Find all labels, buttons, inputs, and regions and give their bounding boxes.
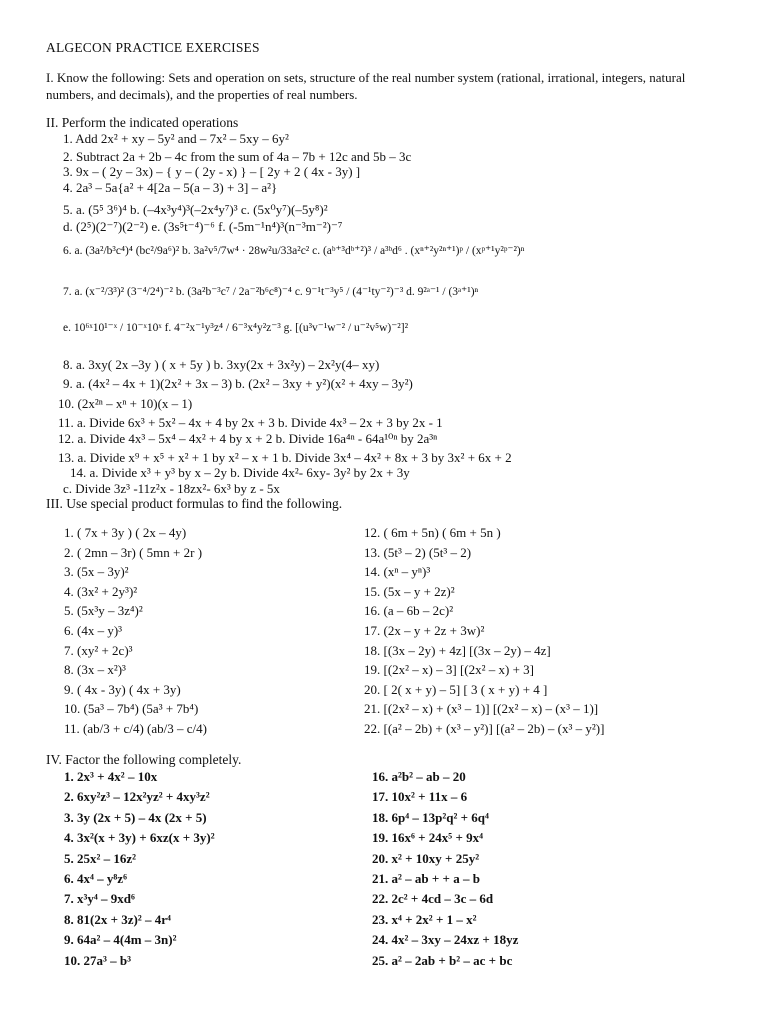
exercise-line: 7. a. (x⁻²/3³)² (3⁻⁴/2⁴)⁻² b. (3a²b⁻³c⁷ / 2a⁻²b⁶c⁸)⁻⁴ c. 9⁻¹t⁻³y⁵ / (4⁻¹ty⁻²)⁻³ d. 9²ᵃ⁻¹ / (3ᵃ⁺¹)ⁿ [63,286,479,298]
product-exercise: 13. (5t³ – 2) (5t³ – 2) [364,544,472,560]
factor-exercise: 6. 4x⁴ – y⁸z⁶ [64,871,127,886]
factor-exercise: 16. a²b² – ab – 20 [372,769,466,784]
product-exercise: 9. ( 4x - 3y) ( 4x + 3y) [64,681,181,697]
product-exercise: 19. [(2x² – x) – 3] [(2x² – x) + 3] [364,662,535,678]
factor-exercise: 24. 4x² – 3xy – 24xz + 18yz [372,932,519,948]
page-title: ALGECON PRACTICE EXERCISES [46,40,260,55]
product-exercise: 15. (5x – y + 2z)² [364,583,455,599]
product-exercise: 10. (5a³ – 7b⁴) (5a³ + 7b⁴) [64,701,199,717]
factor-exercise: 1. 2x³ + 4x² – 10x [64,769,158,784]
factor-exercise: 21. a² – ab + + a – b [372,871,480,886]
product-exercise: 5. (5x³y – 3z⁴)² [64,603,143,619]
section-4-heading: IV. Factor the following completely. [46,752,242,767]
exercise-line: 8. a. 3xy( 2x –3y ) ( x + 5y ) b. 3xy(2x + 3x²y) – 2x²y(4– xy) [63,357,380,372]
exercise-line: 3. 9x – ( 2y – 3x) – { y – ( 2y - x) } – [ 2y + 2 ( 4x - 3y) ] [63,164,361,179]
product-exercise: 17. (2x – y + 2z + 3w)² [364,623,485,638]
factor-exercise: 3. 3y (2x + 5) – 4x (2x + 5) [64,809,207,825]
product-exercise: 14. (xⁿ – yⁿ)³ [364,564,431,580]
factor-exercise: 18. 6p⁴ – 13p²q² + 6q⁴ [372,809,489,825]
product-exercise: 8. (3x – x²)³ [64,662,126,678]
exercise-line: 1. Add 2x² + xy – 5y² and – 7x² – 5xy – 6y² [63,131,289,146]
product-exercise: 22. [(a² – 2b) + (x³ – y²)] [(a² – 2b) – (x³ – y²)] [364,721,605,736]
factor-exercise: 22. 2c² + 4cd – 3c – 6d [372,891,494,907]
product-exercise: 12. ( 6m + 5n) ( 6m + 5n ) [364,525,501,540]
product-exercise: 21. [(2x² – x) + (x³ – 1)] [(2x² – x) – (x³ – 1)] [364,701,599,717]
factor-exercise: 2. 6xy²z³ – 12x²yz² + 4xy³z² [64,789,210,805]
exercise-line: 5. a. (5⁵ 3⁶)⁴ b. (–4x³y⁴)³(–2x⁴y⁷)³ c. (5x⁰y⁷)(–5y⁸)² [63,202,328,217]
factor-exercise: 20. x² + 10xy + 25y² [372,850,480,866]
exercise-line: d. (2⁵)(2⁻⁷)(2⁻²) e. (3s⁵t⁻⁴)⁻⁶ f. (-5m⁻¹n⁴)³(n⁻³m⁻²)⁻⁷ [63,219,343,234]
factor-exercise: 10. 27a³ – b³ [64,952,132,968]
factor-exercise: 5. 25x² – 16z² [64,850,137,866]
exercise-line: 11. a. Divide 6x³ + 5x² – 4x + 4 by 2x + 3 b. Divide 4x³ – 2x + 3 by 2x - 1 [58,415,443,430]
exercise-line: 14. a. Divide x³ + y³ by x – 2y b. Divide 4x²- 6xy- 3y² by 2x + 3y [70,465,410,480]
exercise-line: 4. 2a³ – 5a{a² + 4[2a – 5(a – 3) + 3] – a²} [63,180,278,195]
factor-exercise: 17. 10x² + 11x – 6 [372,789,468,805]
exercise-line: 12. a. Divide 4x³ – 5x⁴ – 4x² + 4 by x + 2 b. Divide 16a⁴ⁿ - 64a¹⁰ⁿ by 2a³ⁿ [58,431,438,446]
section-2-heading: II. Perform the indicated operations [46,115,239,130]
factor-exercise: 7. x³y⁴ – 9xd⁶ [64,891,135,907]
factor-exercise: 9. 64a² – 4(4m – 3n)² [64,932,177,948]
factor-exercise: 4. 3x²(x + 3y) + 6xz(x + 3y)² [64,830,215,846]
factor-exercise: 19. 16x⁶ + 24x⁵ + 9x⁴ [372,830,484,846]
product-exercise: 1. ( 7x + 3y ) ( 2x – 4y) [64,525,187,540]
exercise-line: 2. Subtract 2a + 2b – 4c from the sum of 4a – 7b + 12c and 5b – 3c [63,149,412,164]
factor-exercise: 23. x⁴ + 2x² + 1 – x² [372,911,477,927]
product-exercise: 6. (4x – y)³ [64,623,123,638]
factor-exercise: 25. a² – 2ab + b² – ac + bc [372,952,513,968]
exercise-line: c. Divide 3z³ -11z²x - 18zx²- 6x³ by z - 5x [63,481,280,496]
product-exercise: 2. ( 2mn – 3r) ( 5mn + 2r ) [64,544,203,560]
product-exercise: 7. (xy² + 2c)³ [64,642,133,658]
section-3-heading: III. Use special product formulas to find the following. [46,496,343,511]
exercise-line: 6. a. (3a²/b³c⁴)⁴ (bc²/9a⁶)² b. 3a²v⁵/7w⁴ · 28w²u/33a²c² c. (aᵇ⁺³dᵇ⁺²)³ / a³ᵇd⁶ . (xⁿ⁺²y²ⁿ⁺¹)ᵖ / (xᵖ⁺¹y²ᵖ⁻²)ⁿ [63,245,525,257]
product-exercise: 4. (3x² + 2y³)² [64,583,138,599]
exercise-line: 10. (2x²ⁿ – xⁿ + 10)(x – 1) [58,396,193,411]
product-exercise: 20. [ 2( x + y) – 5] [ 3 ( x + y) + 4 ] [364,681,548,697]
exercise-line: 13. a. Divide x⁹ + x⁵ + x² + 1 by x² – x + 1 b. Divide 3x⁴ – 4x² + 8x + 3 by 3x² + 6x + 2 [58,450,512,465]
product-exercise: 18. [(3x – 2y) + 4z] [(3x – 2y) – 4z] [364,642,551,658]
section-1-text: I. Know the following: Sets and operation on sets, structure of the real number system (rational, irrational, integers, natural numbers, and decimals), and the properties of real numbers. [46,70,686,102]
factor-exercise: 8. 81(2x + 3z)² – 4r⁴ [64,911,171,927]
product-exercise: 16. (a – 6b – 2c)² [364,603,454,619]
exercise-line: 9. a. (4x² – 4x + 1)(2x² + 3x – 3) b. (2x² – 3xy + y²)(x² + 4xy – 3y²) [63,376,413,391]
exercise-line: e. 10⁶ˣ10¹⁻ˣ / 10⁻ˣ10ˣ f. 4⁻²x⁻¹y³z⁴ / 6⁻³x⁴y²z⁻³ g. [(u³v⁻¹w⁻² / u⁻²v⁵w)⁻²]² [63,322,409,334]
product-exercise: 11. (ab/3 + c/4) (ab/3 – c/4) [64,721,207,736]
product-exercise: 3. (5x – 3y)² [64,564,129,580]
